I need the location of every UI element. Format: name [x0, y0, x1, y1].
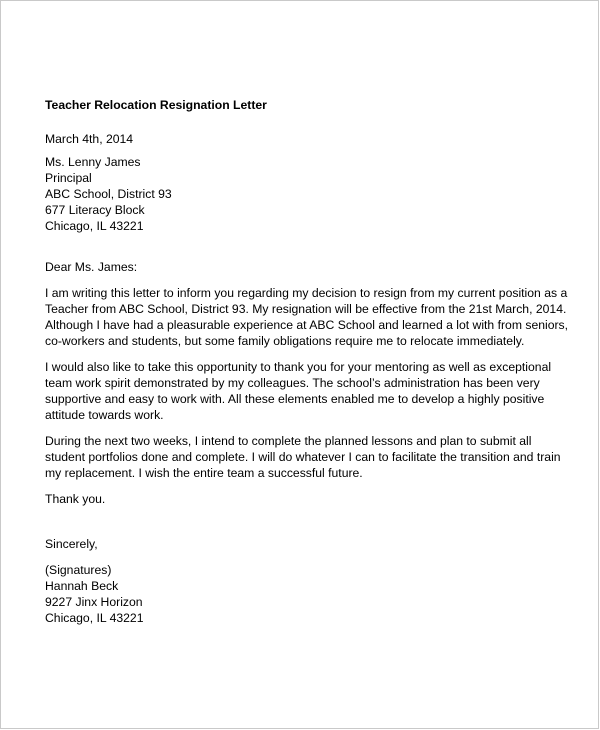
paragraph-line: student portfolios done and complete. I will do whatever I can to facilitate the transition and train	[45, 450, 561, 464]
recipient-name: Ms. Lenny James	[45, 155, 141, 169]
paragraph-line: Although I have had a pleasurable experience at ABC School and learned a lot with from seniors,	[45, 318, 569, 332]
recipient-city: Chicago, IL 43221	[45, 219, 144, 233]
letter-body	[45, 97, 569, 626]
paragraph-line: team work spirit demonstrated by my colleagues. The school’s administration has been very	[45, 376, 540, 390]
letter-date: March 4th, 2014	[45, 132, 134, 146]
paragraph-line: During the next two weeks, I intend to complete the planned lessons and plan to submit all	[45, 434, 532, 448]
paragraph-line: attitude towards work.	[45, 408, 164, 422]
paragraph-3	[45, 433, 565, 481]
sender-street: 9227 Jinx Horizon	[45, 595, 143, 609]
closing: Sincerely,	[45, 537, 98, 551]
paragraph-line: my replacement. I wish the entire team a successful future.	[45, 466, 363, 480]
sender-name: Hannah Beck	[45, 579, 119, 593]
letter-title: Teacher Relocation Resignation Letter	[45, 98, 267, 112]
paragraph-2	[45, 359, 565, 423]
recipient-title: Principal	[45, 171, 92, 185]
paragraph-line: I am writing this letter to inform you regarding my decision to resign from my current position as a	[45, 286, 568, 300]
salutation: Dear Ms. James:	[45, 260, 138, 274]
sender-city: Chicago, IL 43221	[45, 611, 144, 625]
paragraph-1	[45, 285, 569, 349]
signature-block	[45, 562, 565, 626]
signature-placeholder: (Signatures)	[45, 563, 112, 577]
recipient-organization: ABC School, District 93	[45, 187, 172, 201]
paragraph-line: I would also like to take this opportunity to thank you for your mentoring as well as exceptional	[45, 360, 552, 374]
thank-you-line: Thank you.	[45, 492, 106, 506]
paragraph-line: Teacher from ABC School, District 93. My resignation will be effective from the 21st March, 2014.	[45, 302, 567, 316]
paragraph-line: co-workers and students, but some family obligations require me to relocate immediately.	[45, 334, 525, 348]
paragraph-line: supportive and easy to work with. All these elements enabled me to develop a highly positive	[45, 392, 545, 406]
recipient-address	[45, 154, 565, 234]
recipient-street: 677 Literacy Block	[45, 203, 145, 217]
